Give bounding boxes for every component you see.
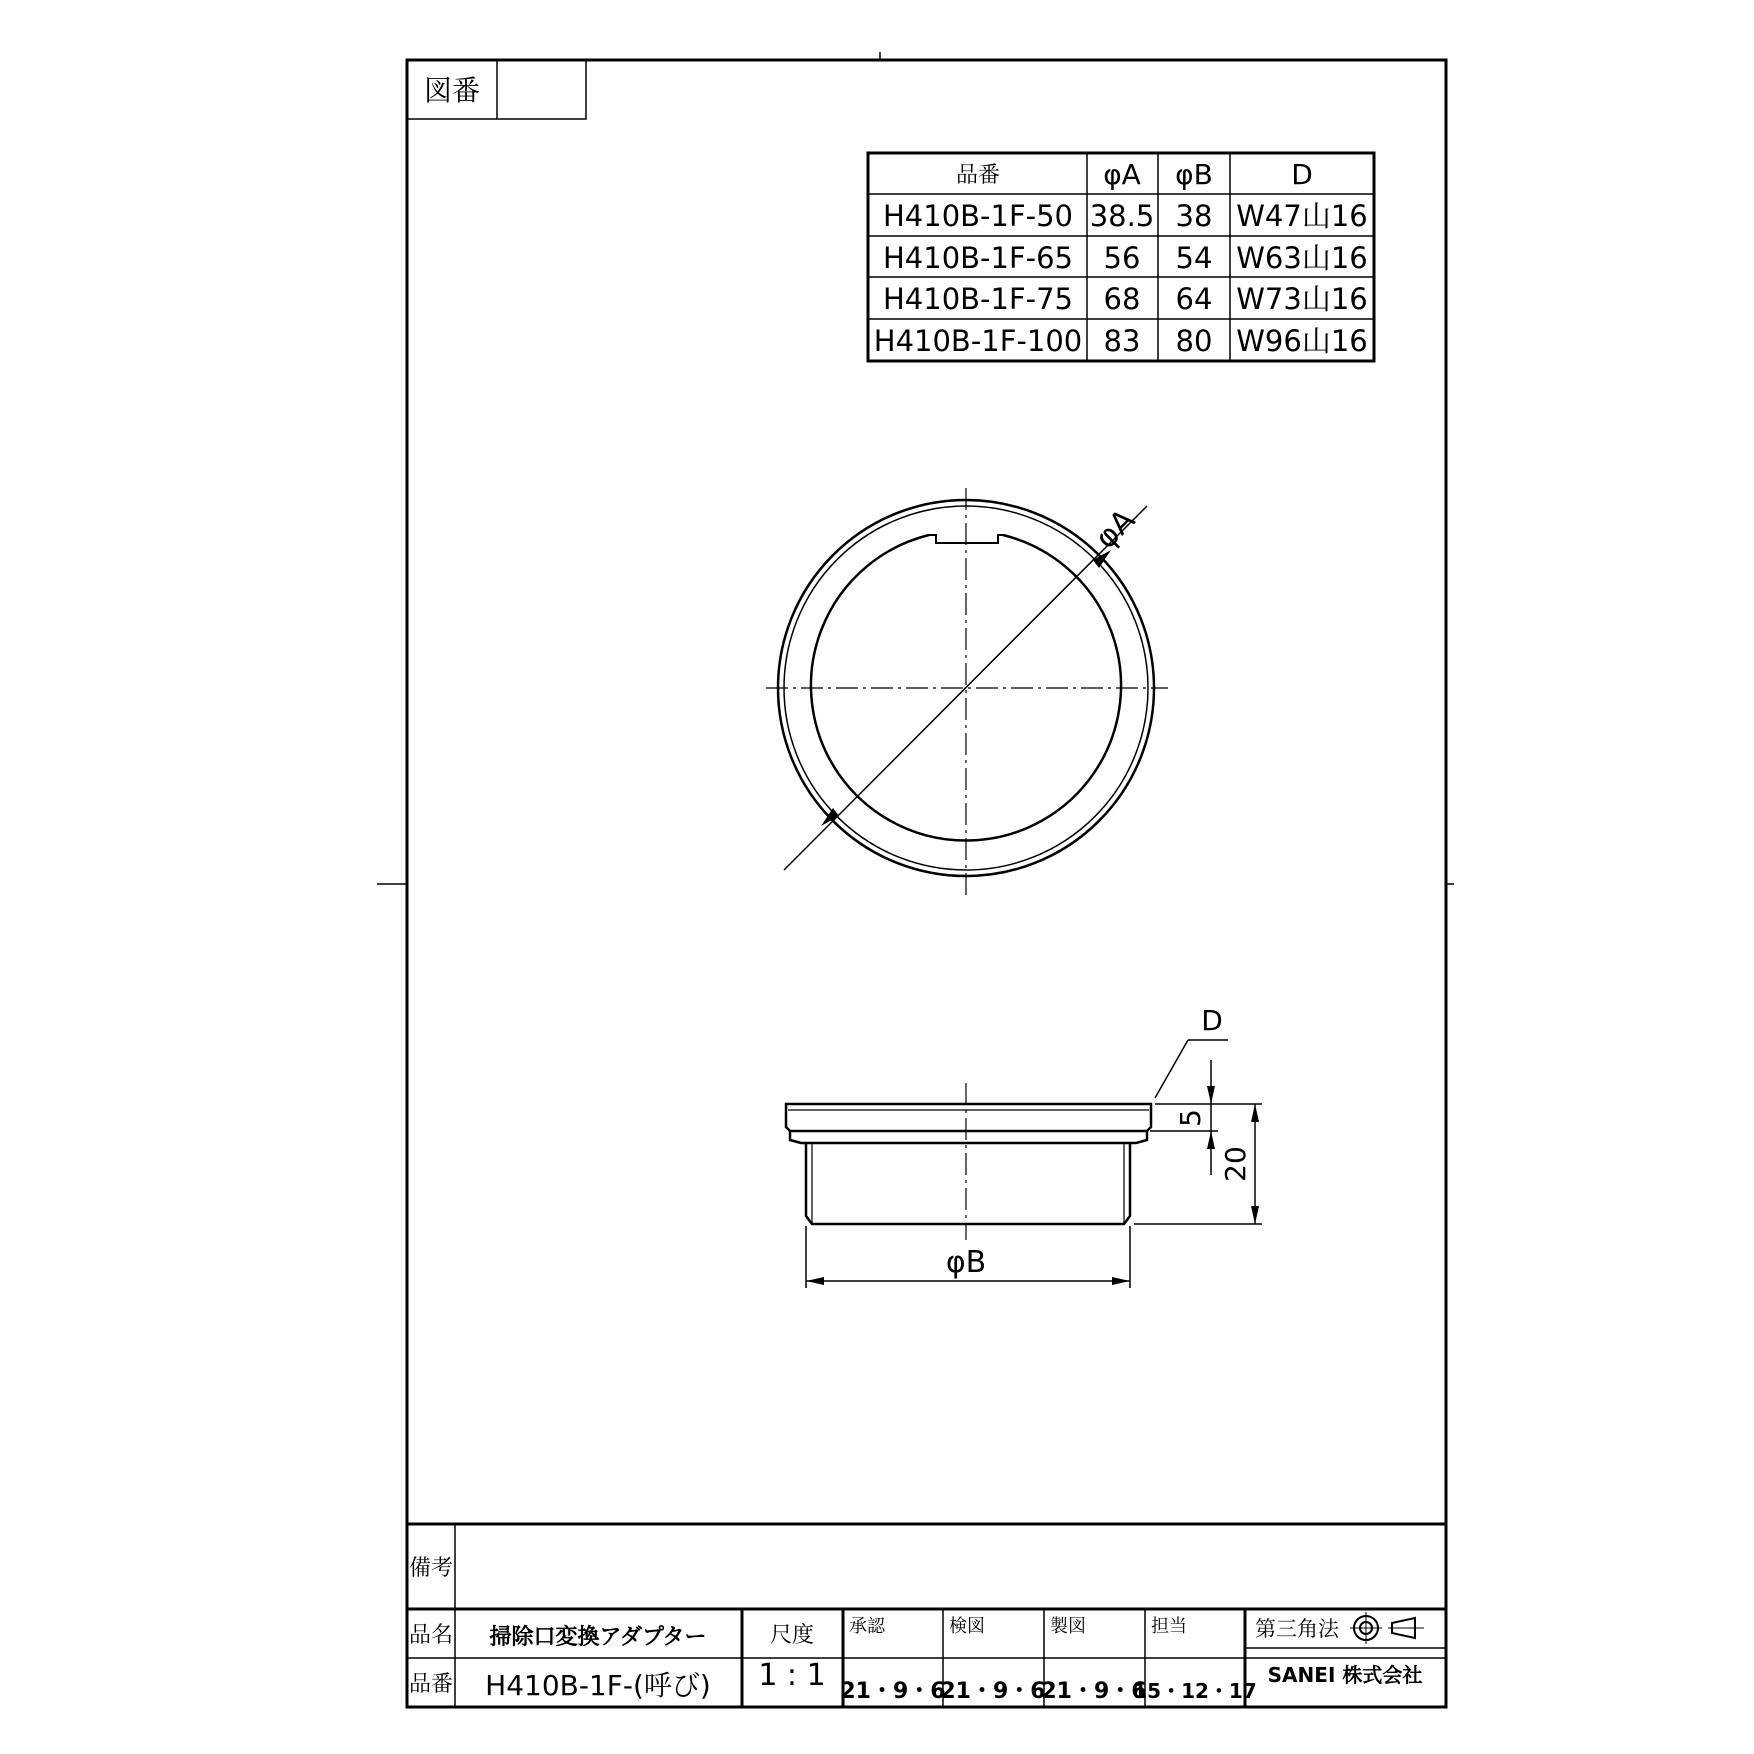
spec-cell-r4-D: W96山16 — [1236, 324, 1368, 358]
remarks-label: 備考 — [408, 1556, 454, 1581]
spec-cell-r4-phiB: 80 — [1175, 324, 1213, 358]
spec-cell-r2-D: W63山16 — [1236, 241, 1368, 275]
spec-cell-r1-D: W47山16 — [1236, 199, 1368, 233]
side-view — [786, 1004, 1262, 1288]
check-label: 検図 — [949, 1616, 985, 1637]
drawn-label: 製図 — [1050, 1616, 1086, 1637]
phiB-arrow-right — [1112, 1277, 1130, 1285]
spec-header-partno: 品番 — [955, 163, 1001, 188]
dim5-arrow-bottom — [1207, 1131, 1215, 1149]
charge-date: 15・12・17 — [1133, 1679, 1257, 1703]
dim20-arrow-top — [1251, 1104, 1259, 1122]
check-date: 21・9・6 — [940, 1679, 1046, 1704]
phiB-arrow-left — [806, 1277, 824, 1285]
spec-cell-r3-phiB: 64 — [1175, 282, 1213, 316]
scale-label: 尺度 — [769, 1623, 815, 1648]
D-leader-line — [1155, 1040, 1188, 1098]
dim20-arrow-bottom — [1251, 1206, 1259, 1224]
scale-value: 1 : 1 — [758, 1658, 826, 1693]
spec-cell-r1-phiA: 38.5 — [1089, 199, 1155, 233]
approval-label: 承認 — [849, 1616, 885, 1637]
side-view-flange-underside — [790, 1131, 1147, 1143]
title-block — [407, 1524, 1446, 1707]
dim20-label: 20 — [1219, 1146, 1252, 1182]
spec-table — [868, 153, 1374, 361]
side-view-spigot — [806, 1143, 1130, 1224]
third-angle-projection-icon — [1350, 1612, 1424, 1644]
name-label: 品名 — [408, 1623, 454, 1648]
drawn-date: 21・9・6 — [1041, 1679, 1147, 1704]
spec-header-D: D — [1291, 158, 1313, 191]
phiA-dimension-label: φA — [1088, 502, 1142, 556]
drawing-number-label: 図番 — [423, 74, 481, 107]
spec-cell-r2-phiB: 54 — [1175, 241, 1213, 275]
top-view — [766, 488, 1168, 895]
dim5-arrow-top — [1207, 1086, 1215, 1104]
spec-header-phiB: φB — [1175, 158, 1213, 191]
name-value: 掃除口変換アダプター — [489, 1625, 707, 1650]
spec-cell-r1-partno: H410B-1F-50 — [882, 199, 1074, 233]
projection-label: 第三角法 — [1255, 1617, 1339, 1641]
spec-cell-r3-D: W73山16 — [1236, 282, 1368, 316]
spec-cell-r1-phiB: 38 — [1175, 199, 1213, 233]
spec-cell-r4-partno: H410B-1F-100 — [873, 324, 1083, 358]
partno-value: H410B-1F-(呼び) — [485, 1669, 711, 1702]
company-name: SANEI 株式会社 — [1267, 1663, 1423, 1687]
D-dimension-label: D — [1201, 1004, 1223, 1037]
drawing-number-box — [407, 60, 586, 119]
spec-header-phiA: φA — [1103, 158, 1141, 191]
phiB-dimension-label: φB — [945, 1245, 987, 1280]
spec-cell-r2-partno: H410B-1F-65 — [882, 241, 1074, 275]
spec-cell-r2-phiA: 56 — [1103, 241, 1141, 275]
approval-date: 21・9・6 — [840, 1679, 946, 1704]
spec-cell-r3-partno: H410B-1F-75 — [882, 282, 1074, 316]
side-view-flange — [786, 1104, 1151, 1131]
spec-cell-r3-phiA: 68 — [1103, 282, 1141, 316]
spec-cell-r4-phiA: 83 — [1103, 324, 1141, 358]
charge-label: 担当 — [1151, 1616, 1187, 1637]
partno-label: 品番 — [408, 1672, 454, 1697]
dim5-label: 5 — [1174, 1109, 1207, 1127]
